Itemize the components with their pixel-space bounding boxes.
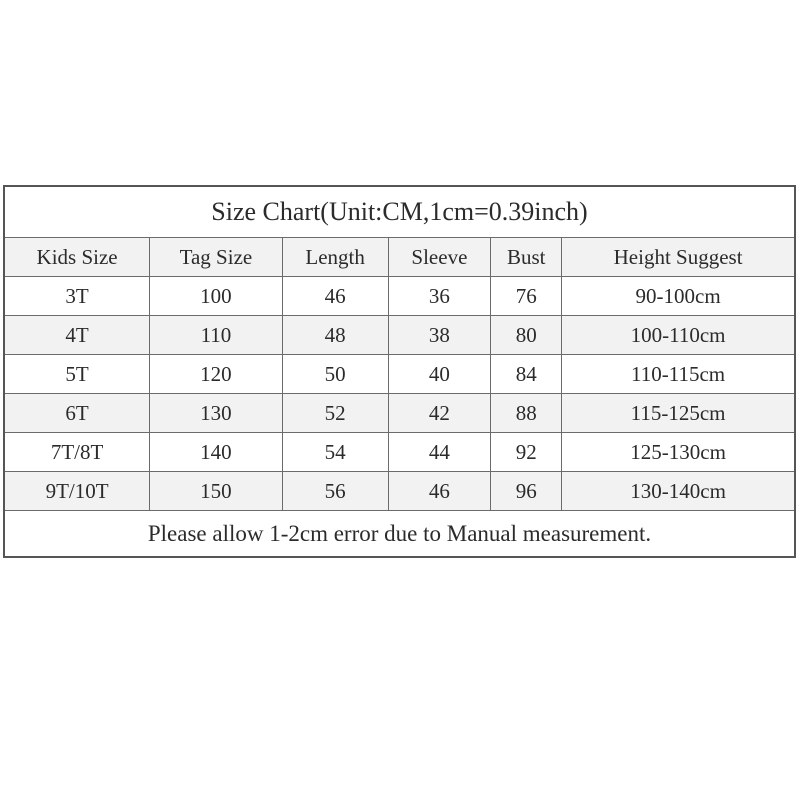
cell-length: 52 (282, 394, 388, 433)
cell-tag-size: 110 (150, 316, 283, 355)
header-kids-size: Kids Size (4, 238, 150, 277)
cell-kids-size: 6T (4, 394, 150, 433)
cell-length: 48 (282, 316, 388, 355)
header-bust: Bust (491, 238, 562, 277)
table-row (4, 355, 795, 394)
chart-title: Size Chart(Unit:CM,1cm=0.39inch) (4, 186, 795, 238)
cell-tag-size: 100 (150, 277, 283, 316)
header-sleeve: Sleeve (388, 238, 491, 277)
cell-length: 56 (282, 472, 388, 511)
cell-height-suggest: 115-125cm (562, 394, 795, 433)
cell-sleeve: 38 (388, 316, 491, 355)
cell-tag-size: 120 (150, 355, 283, 394)
cell-bust: 84 (491, 355, 562, 394)
table-row (4, 316, 795, 355)
cell-bust: 88 (491, 394, 562, 433)
cell-bust: 96 (491, 472, 562, 511)
cell-length: 46 (282, 277, 388, 316)
cell-height-suggest: 125-130cm (562, 433, 795, 472)
cell-height-suggest: 110-115cm (562, 355, 795, 394)
cell-bust: 76 (491, 277, 562, 316)
table-row (4, 394, 795, 433)
cell-sleeve: 44 (388, 433, 491, 472)
table-row (4, 472, 795, 511)
note-row (4, 511, 795, 558)
header-tag-size: Tag Size (150, 238, 283, 277)
cell-kids-size: 7T/8T (4, 433, 150, 472)
title-row (4, 186, 795, 238)
header-length: Length (282, 238, 388, 277)
cell-length: 54 (282, 433, 388, 472)
measurement-note: Please allow 1-2cm error due to Manual measurement. (4, 511, 795, 558)
cell-tag-size: 150 (150, 472, 283, 511)
cell-height-suggest: 90-100cm (562, 277, 795, 316)
cell-height-suggest: 100-110cm (562, 316, 795, 355)
cell-sleeve: 40 (388, 355, 491, 394)
cell-sleeve: 46 (388, 472, 491, 511)
cell-kids-size: 3T (4, 277, 150, 316)
cell-height-suggest: 130-140cm (562, 472, 795, 511)
cell-sleeve: 42 (388, 394, 491, 433)
cell-sleeve: 36 (388, 277, 491, 316)
size-chart-table (3, 185, 796, 558)
cell-kids-size: 4T (4, 316, 150, 355)
cell-bust: 80 (491, 316, 562, 355)
cell-tag-size: 140 (150, 433, 283, 472)
cell-kids-size: 5T (4, 355, 150, 394)
cell-tag-size: 130 (150, 394, 283, 433)
table-row (4, 277, 795, 316)
header-height-suggest: Height Suggest (562, 238, 795, 277)
cell-length: 50 (282, 355, 388, 394)
table-row (4, 433, 795, 472)
cell-bust: 92 (491, 433, 562, 472)
header-row (4, 238, 795, 277)
cell-kids-size: 9T/10T (4, 472, 150, 511)
